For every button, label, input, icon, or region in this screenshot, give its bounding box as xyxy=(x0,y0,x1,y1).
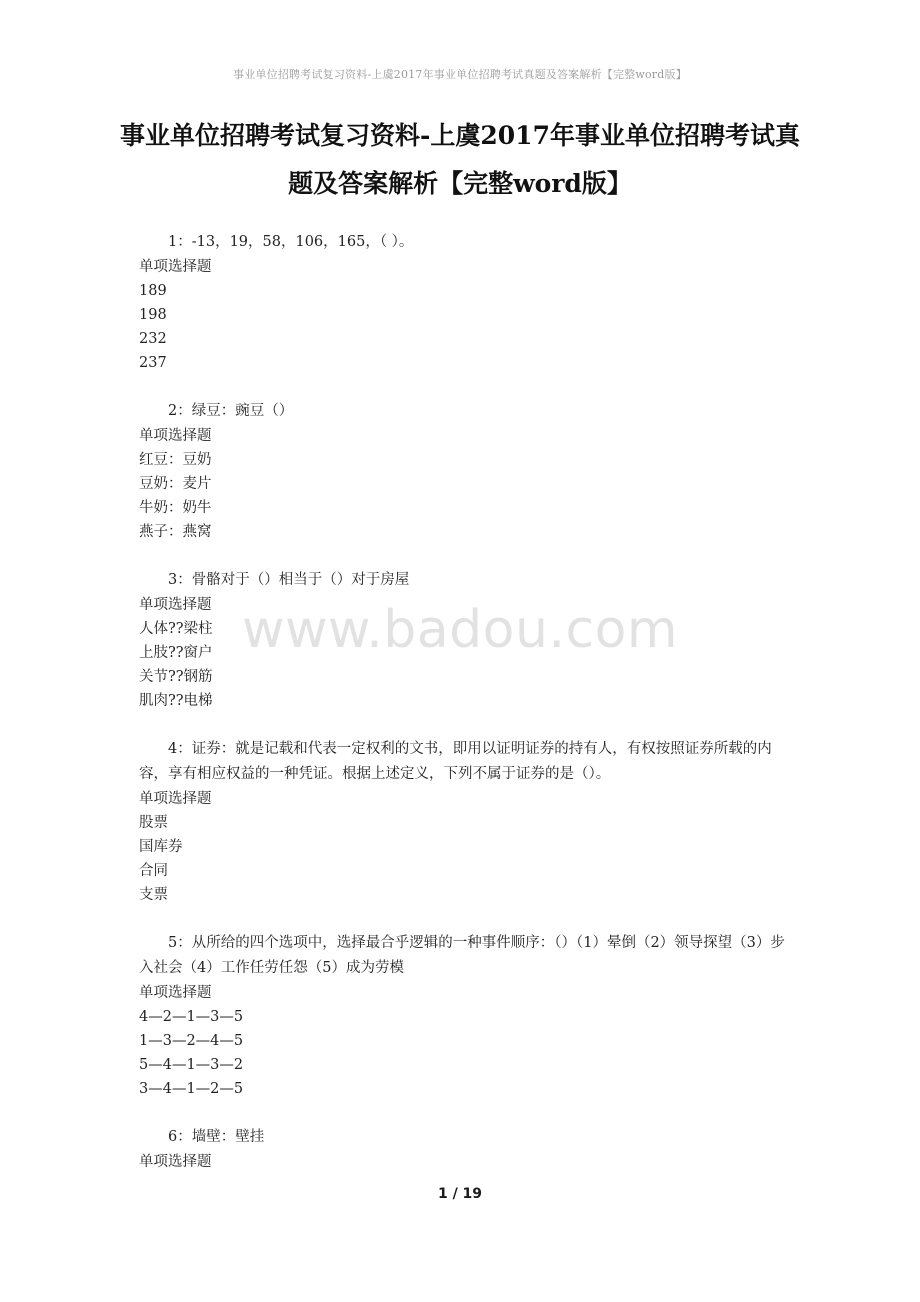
question-option: 燕子：燕窝 xyxy=(139,524,212,540)
document-title: 事业单位招聘考试复习资料-上虞2017年事业单位招聘考试真题及答案解析【完整word版】 xyxy=(120,121,800,198)
question-option: 上肢??窗户 xyxy=(139,645,213,661)
question-option: 牛奶：奶牛 xyxy=(139,500,212,516)
question-stem: 2：绿豆：豌豆（） xyxy=(168,403,294,419)
question-3 xyxy=(139,568,785,713)
question-2 xyxy=(139,399,785,544)
question-option: 豆奶：麦片 xyxy=(139,476,212,492)
question-type: 单项选择题 xyxy=(139,985,212,1001)
question-option: 红豆：豆奶 xyxy=(139,452,212,468)
question-option: 关节??钢筋 xyxy=(139,669,213,685)
question-4 xyxy=(139,737,785,907)
question-option: 198 xyxy=(139,307,167,323)
question-option: 支票 xyxy=(139,887,168,903)
question-type: 单项选择题 xyxy=(139,428,212,444)
question-stem: 4：证券：就是记载和代表一定权利的文书，即用以证明证券的持有人，有权按照证券所载的内容，享有相应权益的一种凭证。根据上述定义，下列不属于证券的是（）。 xyxy=(139,741,772,782)
question-option: 1—3—2—4—5 xyxy=(139,1033,244,1049)
question-option: 3—4—1—2—5 xyxy=(139,1081,244,1097)
question-type: 单项选择题 xyxy=(139,259,212,275)
question-1 xyxy=(139,230,785,375)
question-option: 肌肉??电梯 xyxy=(139,693,213,709)
page-number: 1 / 19 xyxy=(437,1186,483,1202)
question-option: 合同 xyxy=(139,863,168,879)
question-list xyxy=(139,230,785,1198)
question-type: 单项选择题 xyxy=(139,791,212,807)
question-stem: 1：-13，19，58，106，165，（ ）。 xyxy=(168,234,414,250)
question-5 xyxy=(139,931,785,1101)
question-option: 4—2—1—3—5 xyxy=(139,1009,244,1025)
question-option: 237 xyxy=(139,355,167,371)
question-option: 5—4—1—3—2 xyxy=(139,1057,244,1073)
question-type: 单项选择题 xyxy=(139,1154,212,1170)
question-option: 189 xyxy=(139,283,167,299)
question-option: 人体??梁柱 xyxy=(139,621,213,637)
question-6 xyxy=(139,1125,785,1174)
question-type: 单项选择题 xyxy=(139,597,212,613)
running-header: 事业单位招聘考试复习资料-上虞2017年事业单位招聘考试真题及答案解析【完整word版】 xyxy=(233,68,687,81)
question-option: 232 xyxy=(139,331,167,347)
question-stem: 6：墙壁：壁挂 xyxy=(168,1129,265,1145)
question-stem: 3：骨骼对于（）相当于（）对于房屋 xyxy=(168,572,410,588)
question-stem: 5：从所给的四个选项中，选择最合乎逻辑的一种事件顺序：（）（1）晕倒（2）领导探望（3）步入社会（4）工作任劳任怨（5）成为劳模 xyxy=(139,935,785,976)
question-option: 国库券 xyxy=(139,839,183,855)
watermark: www.badou.com xyxy=(241,600,679,660)
question-option: 股票 xyxy=(139,815,168,831)
